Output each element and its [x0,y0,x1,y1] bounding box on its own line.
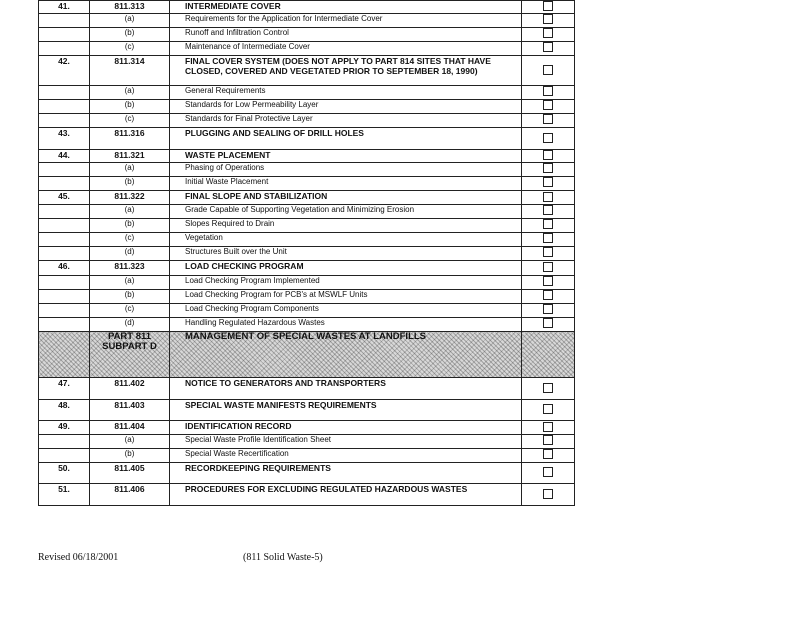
section-row [39,261,575,276]
requirement-description: Maintenance of Intermediate Cover [170,42,522,56]
subsection-row [39,14,575,28]
requirement-description: SPECIAL WASTE MANIFESTS REQUIREMENTS [170,400,522,421]
subsection-row [39,177,575,191]
subsection-row [39,247,575,261]
requirement-description: Load Checking Program Components [170,304,522,318]
section-reference: (a) [90,163,170,177]
checkbox-cell [522,318,575,332]
compliance-checkbox[interactable] [543,114,553,124]
section-row [39,1,575,14]
subsection-row [39,114,575,128]
requirement-description: Grade Capable of Supporting Vegetation and Minimizing Erosion [170,205,522,219]
compliance-checkbox[interactable] [543,28,553,38]
item-number: 48. [39,400,90,421]
section-row [39,128,575,150]
section-reference: (d) [90,318,170,332]
compliance-checkbox[interactable] [543,42,553,52]
section-reference: 811.403 [90,400,170,421]
page-label: (811 Solid Waste-5) [243,552,323,563]
compliance-checkbox[interactable] [543,435,553,445]
requirement-description: Handling Regulated Hazardous Wastes [170,318,522,332]
section-reference: (a) [90,276,170,290]
requirement-description: Requirements for the Application for Intermediate Cover [170,14,522,28]
section-reference: PART 811 SUBPART D [90,332,170,378]
item-number [39,28,90,42]
compliance-checkbox[interactable] [543,133,553,143]
checkbox-cell [522,205,575,219]
requirement-description: FINAL COVER SYSTEM (DOES NOT APPLY TO PART 814 SITES THAT HAVE CLOSED, COVERED AND VEGETATED PRIOR TO SEPTEMBER 18, 1990) [170,56,522,86]
section-reference: 811.323 [90,261,170,276]
requirement-description: General Requirements [170,86,522,100]
checklist-sheet [38,0,575,506]
item-number: 44. [39,150,90,163]
item-number [39,318,90,332]
checkbox-cell [522,163,575,177]
requirement-description: PROCEDURES FOR EXCLUDING REGULATED HAZARDOUS WASTES [170,484,522,506]
section-reference: 811.322 [90,191,170,205]
checkbox-cell [522,42,575,56]
checkbox-cell [522,435,575,449]
compliance-checkbox[interactable] [543,276,553,286]
section-reference: 811.406 [90,484,170,506]
requirement-description: Load Checking Program Implemented [170,276,522,290]
section-reference: (c) [90,42,170,56]
section-row [39,463,575,484]
subsection-row [39,163,575,177]
checkbox-cell [522,233,575,247]
requirement-description: Special Waste Recertification [170,449,522,463]
item-number [39,304,90,318]
item-number: 51. [39,484,90,506]
requirement-description: INTERMEDIATE COVER [170,1,522,14]
checkbox-cell [522,100,575,114]
subsection-row [39,290,575,304]
item-number [39,86,90,100]
compliance-checkbox[interactable] [543,219,553,229]
checkbox-cell [522,378,575,400]
subsection-row [39,276,575,290]
section-reference: (c) [90,114,170,128]
item-number: 43. [39,128,90,150]
requirement-description: PLUGGING AND SEALING OF DRILL HOLES [170,128,522,150]
item-number: 41. [39,1,90,14]
section-row [39,400,575,421]
requirement-description: Vegetation [170,233,522,247]
subsection-row [39,205,575,219]
compliance-checkbox[interactable] [543,100,553,110]
item-number [39,177,90,191]
compliance-checkbox[interactable] [543,150,553,160]
section-reference: 811.314 [90,56,170,86]
compliance-checkbox[interactable] [543,404,553,414]
checkbox-cell [522,247,575,261]
item-number [39,114,90,128]
checkbox-cell [522,177,575,191]
section-reference: (a) [90,205,170,219]
subsection-row [39,318,575,332]
section-reference: 811.404 [90,421,170,435]
checkbox-cell [522,1,575,14]
item-number [39,276,90,290]
compliance-checkbox[interactable] [543,86,553,96]
section-reference: (b) [90,449,170,463]
item-number: 46. [39,261,90,276]
checkbox-cell [522,191,575,205]
checkbox-cell [522,290,575,304]
section-reference: (b) [90,290,170,304]
compliance-checkbox[interactable] [543,304,553,314]
checklist-rows [39,1,575,506]
checkbox-cell [522,86,575,100]
item-number [39,332,90,378]
compliance-checkbox[interactable] [543,65,553,75]
compliance-checkbox[interactable] [543,318,553,328]
section-row [39,150,575,163]
compliance-checkbox[interactable] [543,177,553,187]
section-row [39,484,575,506]
checkbox-cell [522,484,575,506]
compliance-checkbox[interactable] [543,290,553,300]
checkbox-cell [522,421,575,435]
requirement-description: Standards for Low Permeability Layer [170,100,522,114]
requirement-description: Initial Waste Placement [170,177,522,191]
compliance-checkbox[interactable] [543,192,553,202]
requirement-description: Slopes Required to Drain [170,219,522,233]
checkbox-cell [522,449,575,463]
section-reference: 811.405 [90,463,170,484]
compliance-checkbox[interactable] [543,467,553,477]
compliance-checkbox[interactable] [543,449,553,459]
section-reference: (b) [90,100,170,114]
revision-date: Revised 06/18/2001 [38,552,119,563]
section-reference: (a) [90,14,170,28]
compliance-checkbox[interactable] [543,14,553,24]
checkbox-cell [522,332,575,378]
item-number: 47. [39,378,90,400]
subsection-row [39,100,575,114]
section-reference: (a) [90,86,170,100]
requirement-description: IDENTIFICATION RECORD [170,421,522,435]
checkbox-cell [522,219,575,233]
item-number [39,205,90,219]
section-reference: 811.313 [90,1,170,14]
requirement-description: NOTICE TO GENERATORS AND TRANSPORTERS [170,378,522,400]
section-row [39,191,575,205]
item-number [39,100,90,114]
requirement-description: Structures Built over the Unit [170,247,522,261]
compliance-checkbox[interactable] [543,163,553,173]
checkbox-cell [522,128,575,150]
section-reference: (b) [90,219,170,233]
requirement-description: RECORDKEEPING REQUIREMENTS [170,463,522,484]
item-number [39,449,90,463]
subsection-row [39,233,575,247]
section-reference: 811.316 [90,128,170,150]
section-reference: 811.402 [90,378,170,400]
item-number [39,435,90,449]
section-row [39,56,575,86]
item-number: 45. [39,191,90,205]
subsection-row [39,449,575,463]
requirement-description: MANAGEMENT OF SPECIAL WASTES AT LANDFILLS [170,332,522,378]
section-reference: (b) [90,177,170,191]
checkbox-cell [522,276,575,290]
requirement-description: LOAD CHECKING PROGRAM [170,261,522,276]
item-number [39,219,90,233]
item-number [39,42,90,56]
item-number: 49. [39,421,90,435]
checkbox-cell [522,150,575,163]
subsection-row [39,28,575,42]
checkbox-cell [522,304,575,318]
compliance-checkbox[interactable] [543,422,553,432]
compliance-checkbox[interactable] [543,233,553,243]
requirement-description: Runoff and Infiltration Control [170,28,522,42]
subsection-row [39,219,575,233]
checkbox-cell [522,463,575,484]
subsection-row [39,435,575,449]
checklist-table [38,0,575,506]
section-reference: (d) [90,247,170,261]
requirement-description: WASTE PLACEMENT [170,150,522,163]
requirement-description: FINAL SLOPE AND STABILIZATION [170,191,522,205]
item-number [39,233,90,247]
subsection-row [39,304,575,318]
checkbox-cell [522,28,575,42]
subsection-row [39,42,575,56]
compliance-checkbox[interactable] [543,247,553,257]
item-number: 42. [39,56,90,86]
compliance-checkbox[interactable] [543,262,553,272]
item-number [39,290,90,304]
section-row [39,378,575,400]
checkbox-cell [522,261,575,276]
section-reference: (c) [90,304,170,318]
section-reference: (a) [90,435,170,449]
part-header-row [39,332,575,378]
checkbox-cell [522,114,575,128]
section-reference: (c) [90,233,170,247]
compliance-checkbox[interactable] [543,205,553,215]
compliance-checkbox[interactable] [543,1,553,11]
subsection-row [39,86,575,100]
compliance-checkbox[interactable] [543,383,553,393]
item-number [39,247,90,261]
item-number: 50. [39,463,90,484]
item-number [39,163,90,177]
requirement-description: Standards for Final Protective Layer [170,114,522,128]
section-row [39,421,575,435]
section-reference: 811.321 [90,150,170,163]
section-reference: (b) [90,28,170,42]
compliance-checkbox[interactable] [543,489,553,499]
requirement-description: Phasing of Operations [170,163,522,177]
checkbox-cell [522,14,575,28]
requirement-description: Load Checking Program for PCB's at MSWLF Units [170,290,522,304]
checkbox-cell [522,56,575,86]
item-number [39,14,90,28]
requirement-description: Special Waste Profile Identification Sheet [170,435,522,449]
checkbox-cell [522,400,575,421]
